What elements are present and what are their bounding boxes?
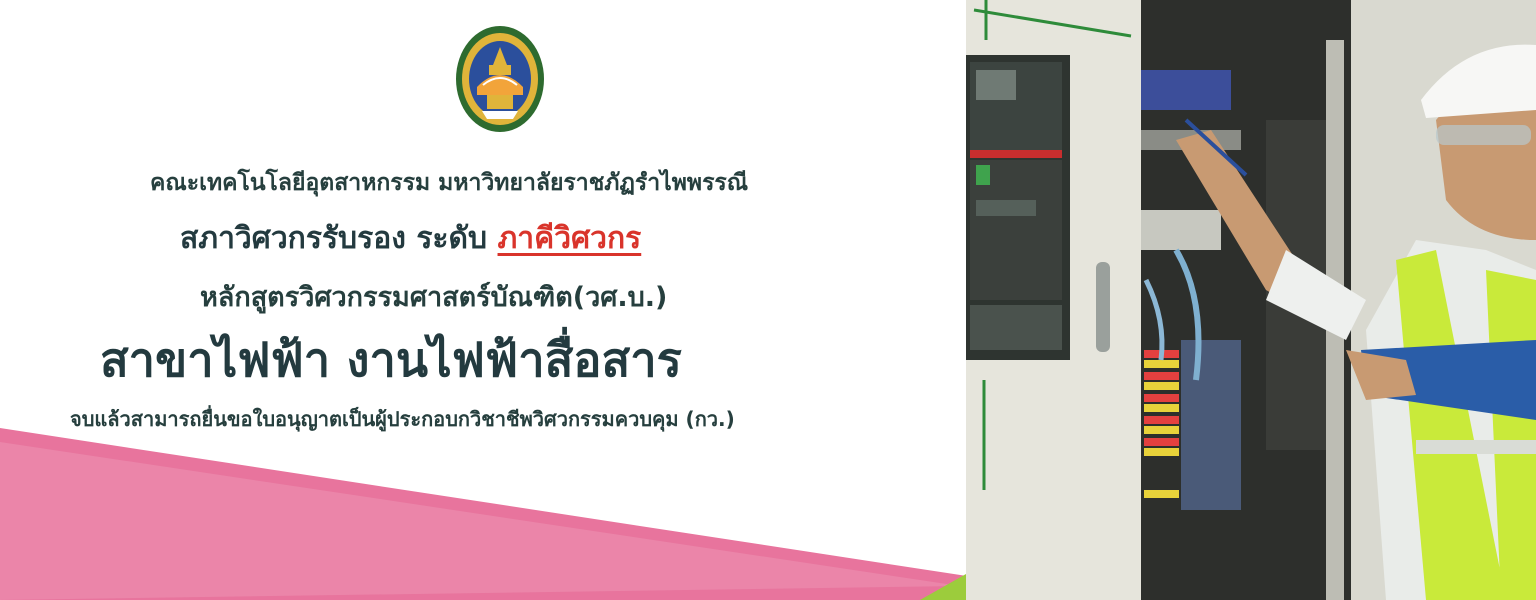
engineer-electrical-panel-photo xyxy=(966,0,1536,600)
accreditation-line xyxy=(180,215,641,262)
major-title: สาขาไฟฟ้า งานไฟฟ้าสื่อสาร xyxy=(100,333,682,388)
accreditation-prefix: สภาวิศวกรรับรอง ระดับ xyxy=(180,221,498,256)
engineer-photo xyxy=(966,0,1536,600)
curriculum-title: หลักสูตรวิศวกรรมศาสตร์บัณฑิต(วศ.บ.) xyxy=(200,282,668,313)
license-note: จบแล้วสามารถยื่นขอใบอนุญาตเป็นผู้ประกอบกวิชาชีพวิศวกรรมควบคุม (กว.) xyxy=(70,407,735,431)
faculty-title: คณะเทคโนโลยีอุตสาหกรรม มหาวิทยาลัยราชภัฏรำไพพรรณี xyxy=(150,170,749,196)
accreditation-level: ภาคีวิศวกร xyxy=(497,221,642,256)
